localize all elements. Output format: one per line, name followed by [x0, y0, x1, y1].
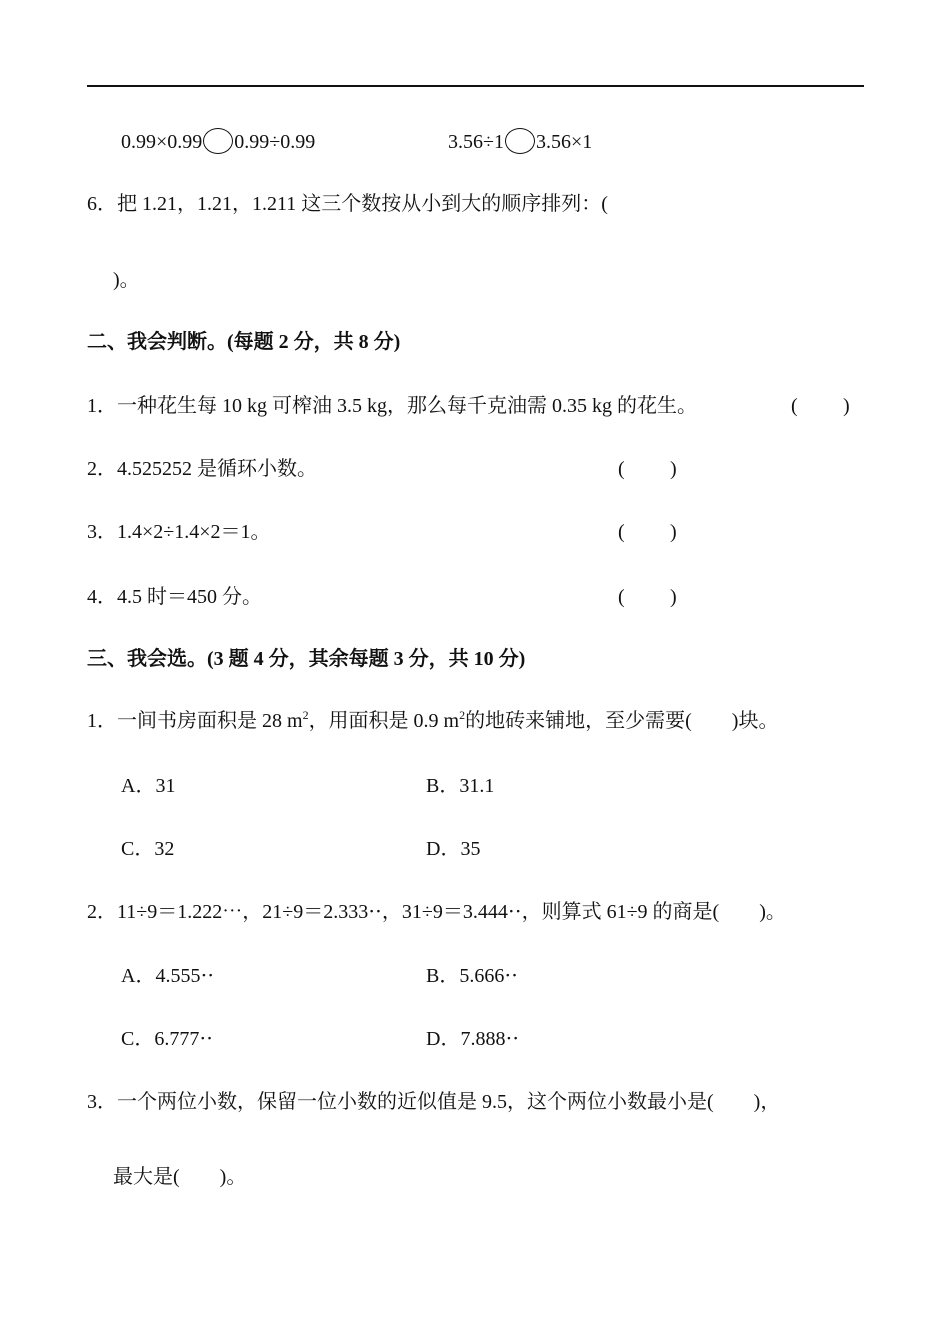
choice-q3-text: 3．一个两位小数，保留一位小数的近似值是 9.5，这个两位小数最小是( )， — [87, 1091, 781, 1113]
choice-q1-pre: 1．一间书房面积是 28 m — [87, 710, 303, 732]
choice-q3-tail: 最大是( )。 — [113, 1166, 247, 1188]
section2-heading: 二、我会判断。(每题 2 分，共 8 分) — [87, 331, 401, 353]
header-rule — [87, 85, 864, 87]
q6-text: 6．把 1.21，1.21，1.211 这三个数按从小到大的顺序排列：( — [87, 193, 608, 215]
judge-item-1-open: ( — [791, 395, 798, 417]
choice-q1-sup1: 2 — [302, 708, 309, 722]
choice-q2-text: 2．11÷9＝1.222⋯，21÷9＝2.333⋅⋅，31÷9＝3.444⋅⋅，则算式 61÷9 的商是( )。 — [87, 901, 786, 923]
judge-item-4-close: ) — [670, 586, 677, 608]
judge-item-1-close: ) — [843, 395, 850, 417]
choice-q2-option-a[interactable]: A．4.555⋅⋅ — [121, 965, 215, 987]
choice-q1-post: 的地砖来铺地，至少需要( )块。 — [465, 710, 779, 732]
compare-a-right: 0.99÷0.99 — [234, 131, 316, 153]
choice-q1-text — [87, 708, 778, 734]
compare-a-left: 0.99×0.99 — [121, 131, 203, 153]
choice-q1-option-c[interactable]: C．32 — [121, 838, 175, 860]
judge-item-4-open: ( — [618, 586, 625, 608]
choice-q1-sup2: 2 — [459, 708, 466, 722]
choice-q1-option-b[interactable]: B．31.1 — [426, 775, 495, 797]
choice-q1-option-d[interactable]: D．35 — [426, 838, 481, 860]
choice-q1-option-a[interactable]: A．31 — [121, 775, 176, 797]
compare-a-blank-circle[interactable] — [203, 128, 233, 154]
compare-b — [448, 128, 592, 155]
compare-a — [121, 128, 315, 155]
choice-q1-mid: ，用面积是 0.9 m — [308, 710, 460, 732]
compare-b-blank-circle[interactable] — [505, 128, 535, 154]
judge-item-2-text: 2．4.525252 是循环小数。 — [87, 458, 317, 480]
compare-b-left: 3.56÷1 — [448, 131, 504, 153]
choice-q2-option-c[interactable]: C．6.777⋅⋅ — [121, 1028, 214, 1050]
compare-b-right: 3.56×1 — [535, 131, 593, 153]
section3-heading: 三、我会选。(3 题 4 分，其余每题 3 分，共 10 分) — [87, 648, 526, 670]
q6-tail: )。 — [113, 269, 140, 291]
judge-item-3-close: ) — [670, 521, 677, 543]
judge-item-2-open: ( — [618, 458, 625, 480]
judge-item-1-text: 1．一种花生每 10 kg 可榨油 3.5 kg，那么每千克油需 0.35 kg 的花生。 — [87, 395, 697, 417]
judge-item-4-text: 4．4.5 时＝450 分。 — [87, 586, 262, 608]
choice-q2-option-b[interactable]: B．5.666⋅⋅ — [426, 965, 519, 987]
judge-item-3-text: 3．1.4×2÷1.4×2＝1。 — [87, 521, 271, 543]
judge-item-3-open: ( — [618, 521, 625, 543]
judge-item-2-close: ) — [670, 458, 677, 480]
choice-q2-option-d[interactable]: D．7.888⋅⋅ — [426, 1028, 520, 1050]
